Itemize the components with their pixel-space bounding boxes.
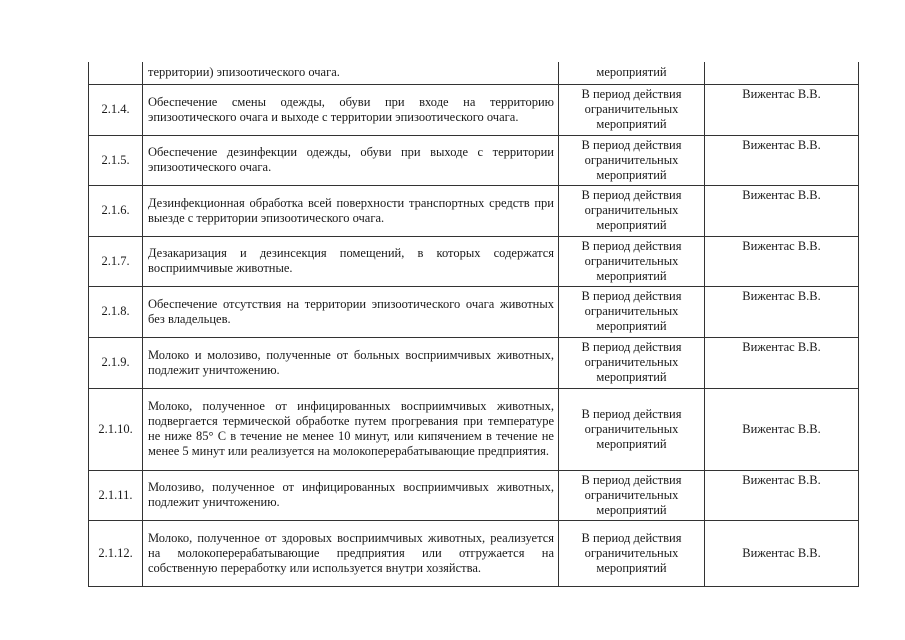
row-responsible: Вижентас В.В. xyxy=(705,388,859,470)
row-description xyxy=(143,470,559,520)
period-line: мероприятий xyxy=(596,65,667,80)
period-line: ограничительных xyxy=(584,253,679,268)
table-row xyxy=(89,470,859,520)
table-row xyxy=(89,520,859,586)
period-line: мероприятий xyxy=(596,319,667,333)
row-period xyxy=(559,185,705,236)
period-line: В период действия xyxy=(581,87,682,101)
period-line: мероприятий xyxy=(596,167,667,182)
row-responsible: Вижентас В.В. xyxy=(705,520,859,586)
table-row xyxy=(89,337,859,388)
period-line: мероприятий xyxy=(596,502,667,517)
period-line: ограничительных xyxy=(584,487,679,502)
period-line: мероприятий xyxy=(596,436,667,451)
table-row xyxy=(89,135,859,185)
period-line: мероприятий xyxy=(596,117,667,131)
row-period xyxy=(559,286,705,337)
row-period xyxy=(559,62,705,84)
period-line: В период действия xyxy=(581,188,682,202)
row-period xyxy=(559,520,705,586)
row-description-text: Дезинфекционная обработка всей поверхности транспортных средств при выезде с территории эпизоотического очага. xyxy=(148,195,554,225)
row-responsible: Вижентас В.В. xyxy=(705,286,859,337)
row-number: 2.1.6. xyxy=(89,185,143,236)
measures-table-body xyxy=(89,62,859,586)
row-description-text: Обеспечение отсутствия на территории эпизоотического очага животных без владельцев. xyxy=(148,296,554,326)
row-responsible xyxy=(705,62,859,84)
row-description xyxy=(143,62,559,84)
row-period xyxy=(559,388,705,470)
row-description-text: Обеспечение смены одежды, обуви при входе на территорию эпизоотического очага и выходе с территории эпизоотического очага. xyxy=(148,94,554,124)
row-responsible: Вижентас В.В. xyxy=(705,185,859,236)
row-responsible: Вижентас В.В. xyxy=(705,236,859,286)
row-description xyxy=(143,520,559,586)
row-number: 2.1.7. xyxy=(89,236,143,286)
row-period xyxy=(559,135,705,185)
period-line: ограничительных xyxy=(584,102,679,116)
row-description-text: Обеспечение дезинфекции одежды, обуви при выходе с территории эпизоотического очага. xyxy=(148,145,554,174)
row-number: 2.1.11. xyxy=(89,470,143,520)
row-description xyxy=(143,236,559,286)
period-line: мероприятий xyxy=(596,370,667,384)
period-line: В период действия xyxy=(581,530,682,545)
period-line: ограничительных xyxy=(584,203,679,217)
row-number: 2.1.5. xyxy=(89,135,143,185)
table-row xyxy=(89,388,859,470)
row-number xyxy=(89,62,143,84)
table-row xyxy=(89,62,859,84)
row-responsible: Вижентас В.В. xyxy=(705,84,859,135)
row-description xyxy=(143,286,559,337)
row-description xyxy=(143,185,559,236)
table-row xyxy=(89,185,859,236)
row-responsible: Вижентас В.В. xyxy=(705,470,859,520)
table-row xyxy=(89,236,859,286)
row-description-text: Дезакаризация и дезинсекция помещений, в которых содержатся восприимчивые животные. xyxy=(148,246,554,275)
table-row xyxy=(89,84,859,135)
row-number: 2.1.4. xyxy=(89,84,143,135)
table-row xyxy=(89,286,859,337)
row-period xyxy=(559,84,705,135)
period-line: ограничительных xyxy=(584,304,679,318)
row-number: 2.1.12. xyxy=(89,520,143,586)
period-line: В период действия xyxy=(581,137,682,152)
row-responsible: Вижентас В.В. xyxy=(705,135,859,185)
row-period xyxy=(559,337,705,388)
row-description-text: территории) эпизоотического очага. xyxy=(148,65,340,80)
row-description-text: Молоко и молозиво, полученные от больных восприимчивых животных, подлежит уничтожению. xyxy=(148,347,554,377)
row-number: 2.1.9. xyxy=(89,337,143,388)
row-description xyxy=(143,337,559,388)
row-description-text: Молоко, полученное от инфицированных восприимчивых животных, подвергается термической обработке путем прогревания при температуре не ниже 85° С в течение не менее 10 минут, или кипячением в течение не менее 5 минут или реализуется на молокоперерабатывающие предприятия. xyxy=(148,399,554,458)
period-line: мероприятий xyxy=(596,218,667,232)
period-line: мероприятий xyxy=(596,268,667,283)
row-description xyxy=(143,84,559,135)
period-line: ограничительных xyxy=(584,152,679,167)
row-description xyxy=(143,388,559,470)
row-description-text: Молозиво, полученное от инфицированных восприимчивых животных, подлежит уничтожению. xyxy=(148,480,554,509)
row-period xyxy=(559,236,705,286)
period-line: мероприятий xyxy=(596,560,667,575)
period-line: В период действия xyxy=(581,340,682,354)
row-description-text: Молоко, полученное от здоровых восприимчивых животных, реализуется на молокоперерабатывающие предприятия или отгружается на собственную переработку или используется внутри хозяйства. xyxy=(148,530,554,575)
row-number: 2.1.10. xyxy=(89,388,143,470)
row-description xyxy=(143,135,559,185)
period-line: ограничительных xyxy=(584,545,679,560)
row-number: 2.1.8. xyxy=(89,286,143,337)
period-line: В период действия xyxy=(581,238,682,253)
period-line: В период действия xyxy=(581,406,682,421)
measures-table xyxy=(88,62,859,587)
period-line: В период действия xyxy=(581,472,682,487)
period-line: ограничительных xyxy=(584,421,679,436)
period-line: ограничительных xyxy=(584,355,679,369)
row-period xyxy=(559,470,705,520)
row-responsible: Вижентас В.В. xyxy=(705,337,859,388)
period-line: В период действия xyxy=(581,289,682,303)
